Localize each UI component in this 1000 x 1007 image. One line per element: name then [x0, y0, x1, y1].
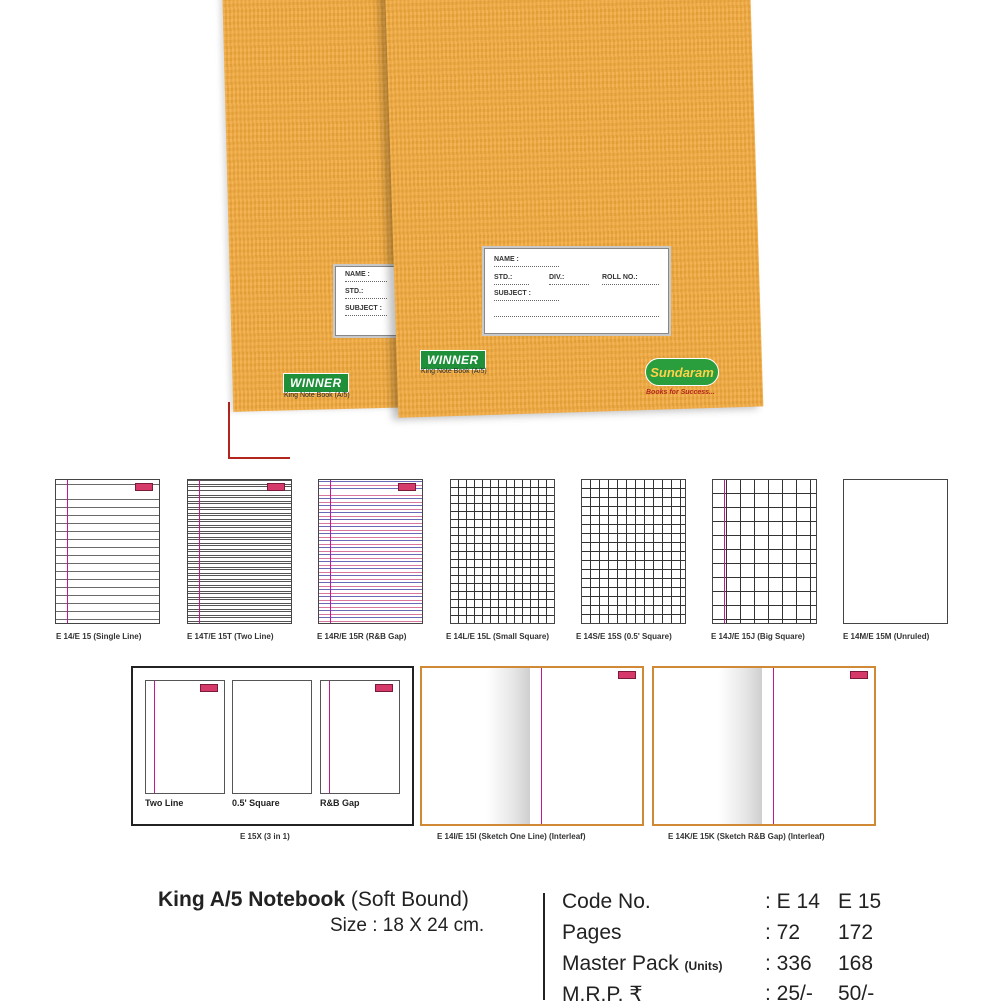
spec-pages-label: Pages	[562, 921, 622, 944]
spec-mrp-v1: : 25/-	[765, 982, 813, 1005]
product-size: Size : 18 X 24 cm.	[330, 915, 485, 936]
combo-half-inch-page	[232, 680, 312, 794]
combo-caption: E 15X (3 in 1)	[240, 832, 290, 841]
spec-divider	[543, 893, 545, 1000]
ruling-half-inch-square	[581, 479, 686, 624]
spec-pack-v1: : 336	[765, 952, 812, 975]
sketch-caption: E 14K/E 15K (Sketch R&B Gap) (Interleaf)	[668, 832, 825, 841]
spec-pages-v2: 172	[838, 921, 874, 944]
mini-logo-icon	[200, 684, 218, 692]
spec-mrp-v2: 50/-	[838, 982, 875, 1005]
ruling-caption: E 14S/E 15S (0.5' Square)	[576, 632, 672, 641]
ruling-two-line	[187, 479, 292, 624]
cover-label-back: NAME : STD.: SUBJECT :	[333, 264, 399, 338]
ruling-single-line	[55, 479, 160, 624]
spec-pack-label: Master Pack (Units)	[562, 952, 723, 975]
spec-code-v1: : E 14	[765, 890, 820, 913]
ruling-caption: E 14R/E 15R (R&B Gap)	[317, 632, 407, 641]
spec-code-label: Code No.	[562, 890, 651, 913]
spec-code-v2: E 15	[838, 890, 882, 913]
ruling-caption: E 14M/E 15M (Unruled)	[843, 632, 930, 641]
sketch-one-line-page	[530, 668, 642, 824]
winner-logo-front: WINNER	[420, 350, 486, 370]
cover-label-front: NAME : STD.: DIV.: ROLL NO.: SUBJECT :	[482, 246, 671, 336]
spec-pages-v1: : 72	[765, 921, 801, 944]
winner-logo-sub-front: King Note Book (A/5)	[421, 368, 487, 375]
sketch-caption: E 14I/E 15I (Sketch One Line) (Interleaf)	[437, 832, 586, 841]
winner-logo-back: WINNER	[283, 373, 349, 393]
ruling-caption: E 14/E 15 (Single Line)	[56, 632, 142, 641]
ruling-rb-gap	[318, 479, 423, 624]
ruling-small-square	[450, 479, 555, 624]
product-title-bold: King A/5 Notebook	[158, 888, 346, 911]
sketch-rb-gap-page	[762, 668, 874, 824]
combo-label: 0.5' Square	[232, 798, 280, 808]
spec-mrp-label: M.R.P. ₹	[562, 983, 643, 1006]
combo-3in1-frame	[131, 666, 414, 826]
combo-two-line-page	[145, 680, 225, 794]
mini-logo-icon	[267, 483, 285, 491]
combo-rb-gap-page	[320, 680, 400, 794]
ruling-unruled	[843, 479, 948, 624]
mini-logo-icon	[135, 483, 153, 491]
product-title	[158, 888, 469, 912]
combo-label: Two Line	[145, 798, 184, 808]
ruling-big-square	[712, 479, 817, 624]
mini-logo-icon	[375, 684, 393, 692]
winner-logo-sub-back: King Note Book (A/5)	[284, 392, 350, 399]
sketch-rb-gap-frame	[652, 666, 876, 826]
mini-logo-icon	[850, 671, 868, 679]
sundaram-tagline: Books for Success...	[646, 389, 715, 396]
sundaram-logo: Sundaram	[645, 358, 719, 386]
sketch-one-line-frame	[420, 666, 644, 826]
spec-pack-unit: (Units)	[684, 959, 723, 973]
product-binding: (Soft Bound)	[350, 888, 469, 911]
spec-pack-v2: 168	[838, 952, 874, 975]
ruling-caption: E 14J/E 15J (Big Square)	[711, 632, 805, 641]
combo-label: R&B Gap	[320, 798, 360, 808]
mini-logo-icon	[398, 483, 416, 491]
ruling-caption: E 14T/E 15T (Two Line)	[187, 632, 274, 641]
mini-logo-icon	[618, 671, 636, 679]
ruling-caption: E 14L/E 15L (Small Square)	[446, 632, 550, 641]
